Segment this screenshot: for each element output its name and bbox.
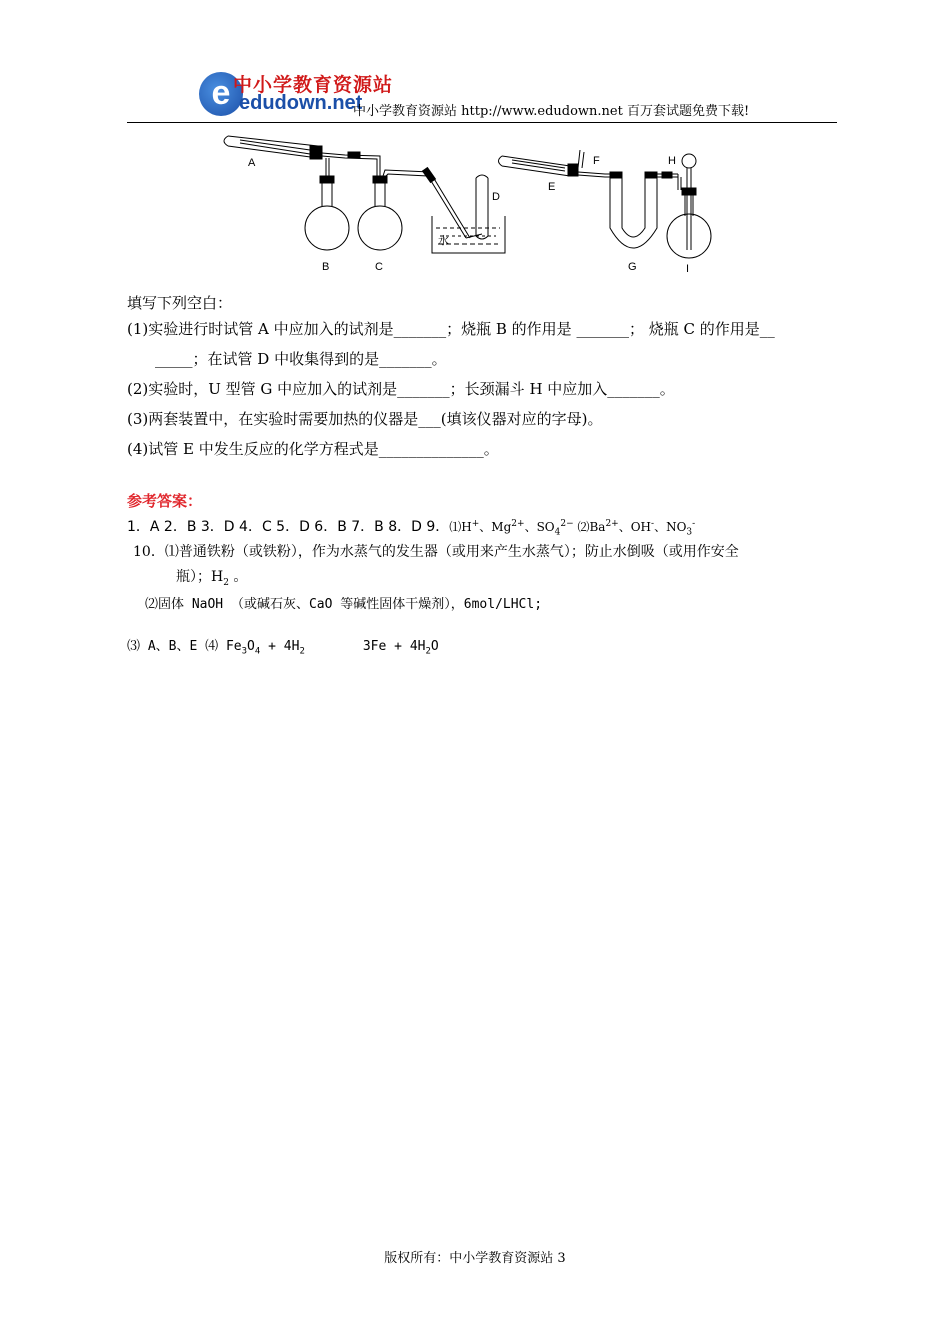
- label-c: C: [375, 261, 383, 273]
- question-intro: 填写下列空白：: [127, 294, 233, 312]
- label-a: A: [248, 157, 256, 169]
- logo-e-icon: e: [199, 72, 243, 116]
- answer-10-part-1-line-1: 10．⑴普通铁粉（或铁粉），作为水蒸气的发生器（或用来产生水蒸气）；防止水倒吸（或用作安全: [133, 544, 739, 560]
- label-i: I: [686, 263, 690, 275]
- question-1-line-2: _____；在试管 D 中收集得到的是_______。: [155, 350, 447, 368]
- page-footer: 版权所有：中小学教育资源站 3: [384, 1251, 566, 1266]
- label-d: D: [492, 191, 500, 203]
- flask-i-with-funnel-h: [667, 154, 711, 258]
- label-f: F: [593, 155, 600, 167]
- flask-c: [358, 168, 470, 250]
- page-header: [127, 70, 837, 123]
- question-3: (3)两套装置中，在实验时需要加热的仪器是___(填该仪器对应的字母)。: [127, 410, 603, 428]
- question-4: (4)试管 E 中发生反应的化学方程式是______________。: [127, 440, 499, 458]
- question-2: (2)实验时，U 型管 G 中应加入的试剂是_______；长颈漏斗 H 中应加入_______。: [127, 380, 675, 398]
- question-1-line-1: (1)实验进行时试管 A 中应加入的试剂是_______；烧瓶 B 的作用是 _______； 烧瓶 C 的作用是__: [127, 320, 775, 338]
- label-e: E: [548, 181, 556, 193]
- label-b: B: [322, 261, 330, 273]
- flask-b: [305, 176, 349, 250]
- logo-chinese-text: 中小学教育资源站: [233, 74, 394, 96]
- test-tube-a: [224, 136, 380, 176]
- answer-10-part-2: ⑵固体 NaOH （或碱石灰、CaO 等碱性固体干燥剂），6mol/LHCl;: [145, 597, 543, 612]
- logo-english-text: edudown.net: [239, 92, 363, 114]
- answer-10-part-1-line-2: 瓶）；$H_2$ 。: [176, 569, 248, 588]
- label-h: H: [668, 155, 676, 167]
- answer-title: 参考答案：: [127, 492, 203, 510]
- experiment-apparatus-figure: [200, 128, 740, 278]
- answer-9: ⑴H+、$Mg^{2+}$、$SO_4^{2-}$ $⑵Ba^{2+}$、OH-、$NO_3^-$: [449, 519, 696, 538]
- label-water: 水: [438, 235, 449, 247]
- answer-multiple-choice: [127, 516, 695, 537]
- header-site-line: 中小学教育资源站 http://www.edudown.net 百万套试题免费下载!: [353, 104, 750, 119]
- u-tube-g: [610, 172, 678, 248]
- answer-10-part-3-4: ⑶ A、B、E ⑷ $Fe_3O_4 + 4H_2$ $3Fe + 4H_2O$: [127, 639, 439, 657]
- answer-mc-text: 1．A 2．B 3．D 4．C 5．D 6．B 7．B 8．D 9．: [127, 519, 450, 535]
- label-g: G: [628, 261, 637, 273]
